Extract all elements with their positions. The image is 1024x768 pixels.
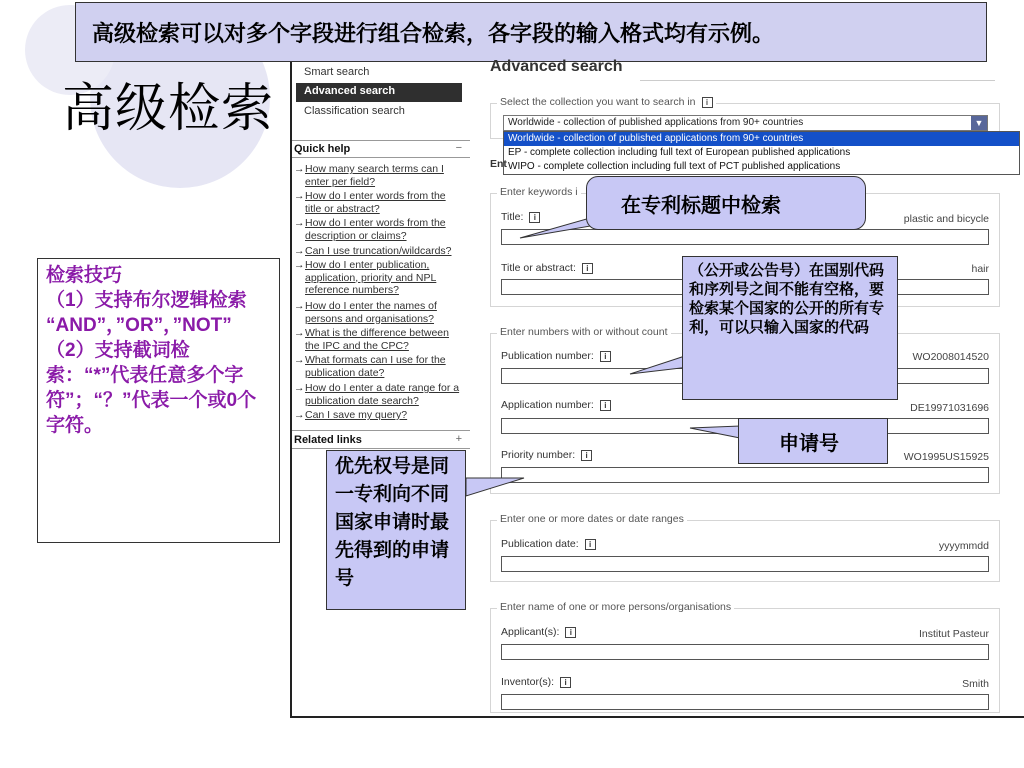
help-link[interactable]: →How do I enter a date range for a publication date search? <box>294 382 460 407</box>
collection-option[interactable]: Worldwide - collection of published applications from 90+ countries <box>504 132 1019 146</box>
info-icon[interactable]: i <box>529 212 540 223</box>
chevron-down-icon[interactable]: ▼ <box>971 116 987 130</box>
title-label: Title: i <box>501 211 540 223</box>
help-link[interactable]: →How many search terms can I enter per field? <box>294 163 444 188</box>
related-links-title: Related links <box>294 434 362 446</box>
info-icon[interactable]: i <box>600 400 611 411</box>
info-icon[interactable]: i <box>585 539 596 550</box>
tips-line: （2）支持截词检索：“*”代表任意多个字符”；“？”代表一个或0个字符。 <box>46 340 257 436</box>
abstract-example: hair <box>971 263 989 275</box>
info-icon[interactable]: i <box>581 450 592 461</box>
inventor-label: Inventor(s): i <box>501 676 571 688</box>
info-icon[interactable]: i <box>560 677 571 688</box>
help-link[interactable]: →How do I enter the names of persons and organisations? <box>294 300 437 325</box>
help-link[interactable]: →What is the difference between the IPC and the CPC? <box>294 327 449 352</box>
quick-help-title: Quick help <box>294 143 351 155</box>
collection-option[interactable]: EP - complete collection including full text of European published applications <box>508 147 851 158</box>
priority-number-label: Priority number: i <box>501 449 592 461</box>
application-number-example: DE19971031696 <box>910 402 989 414</box>
publication-number-example: WO2008014520 <box>912 351 989 363</box>
help-link[interactable]: →How do I enter words from the description or claims? <box>294 217 446 242</box>
publication-number-label: Publication number: i <box>501 350 611 362</box>
help-link[interactable]: →What formats can I use for the publication date? <box>294 354 446 379</box>
nav-classification-search[interactable]: Classification search <box>304 105 405 117</box>
pubnum-callout <box>682 256 898 400</box>
applicant-example: Institut Pasteur <box>918 628 989 640</box>
collapse-icon[interactable]: − <box>455 142 462 154</box>
collection-selected-value: Worldwide - collection of published applications from 90+ countries <box>508 117 804 128</box>
info-icon[interactable]: i <box>702 97 713 108</box>
publication-date-label: Publication date: i <box>501 538 596 550</box>
search-tips-box <box>37 258 280 543</box>
keywords-legend: Enter keywords i <box>497 186 581 198</box>
priority-number-example: WO1995US15925 <box>903 451 989 463</box>
publication-date-example: yyyymmdd <box>938 540 989 552</box>
collection-option[interactable]: WIPO - complete collection including full text of PCT published applications <box>508 161 841 172</box>
title-example: plastic and bicycle <box>903 213 989 225</box>
tips-line: “AND”，”OR”，”NOT” <box>46 315 232 336</box>
expand-icon[interactable]: + <box>455 433 462 445</box>
appnum-callout <box>738 418 888 464</box>
banner: 高级检索可以对多个字段进行组合检索，各字段的输入格式均有示例。 <box>75 2 987 62</box>
application-number-label: Application number: i <box>501 399 611 411</box>
help-link[interactable]: →Can I save my query? <box>294 409 408 421</box>
tips-line: （1）支持布尔逻辑检索 <box>46 290 247 311</box>
tips-heading: 检索技巧 <box>46 265 123 286</box>
inventor-example: Smith <box>962 678 989 690</box>
title-search-callout <box>586 176 866 230</box>
numbers-legend: Enter numbers with or without count <box>497 326 671 338</box>
help-link[interactable]: →Can I use truncation/wildcards? <box>294 245 452 257</box>
info-icon[interactable]: i <box>582 263 593 274</box>
abstract-label: Title or abstract: i <box>501 262 593 274</box>
collection-legend: Select the collection you want to search in i <box>497 96 716 108</box>
nav-advanced-search[interactable]: Advanced search <box>296 83 462 102</box>
applicant-label: Applicant(s): i <box>501 626 576 638</box>
page-title: 高级检索 <box>62 79 275 139</box>
help-link[interactable]: →How do I enter publication, application, priority and NPL reference numbers? <box>294 259 437 296</box>
partial-label: Ent <box>490 158 507 170</box>
priority-callout-text: 优先权号是同一专利向不同国家申请时最先得到的申请号 <box>335 456 450 589</box>
info-icon[interactable]: i <box>565 627 576 638</box>
advanced-search-heading: Advanced search <box>490 58 623 75</box>
appnum-callout-pointer <box>690 426 740 438</box>
priority-callout <box>326 450 466 610</box>
help-link[interactable]: →How do I enter words from the title or abstract? <box>294 190 446 215</box>
info-icon[interactable]: i <box>600 351 611 362</box>
appnum-callout-text: 申请号 <box>779 433 839 455</box>
nav-smart-search[interactable]: Smart search <box>304 66 370 78</box>
dates-legend: Enter one or more dates or date ranges <box>497 513 687 525</box>
pubnum-callout-text: （公开或公告号）在国别代码和序列号之间不能有空格，要检索某个国家的公开的所有专利，可以只输入国家的代码 <box>689 262 885 336</box>
title-search-callout-text: 在专利标题中检索 <box>621 195 781 217</box>
persons-legend: Enter name of one or more persons/organisations <box>497 601 734 613</box>
priority-callout-pointer <box>466 478 524 496</box>
